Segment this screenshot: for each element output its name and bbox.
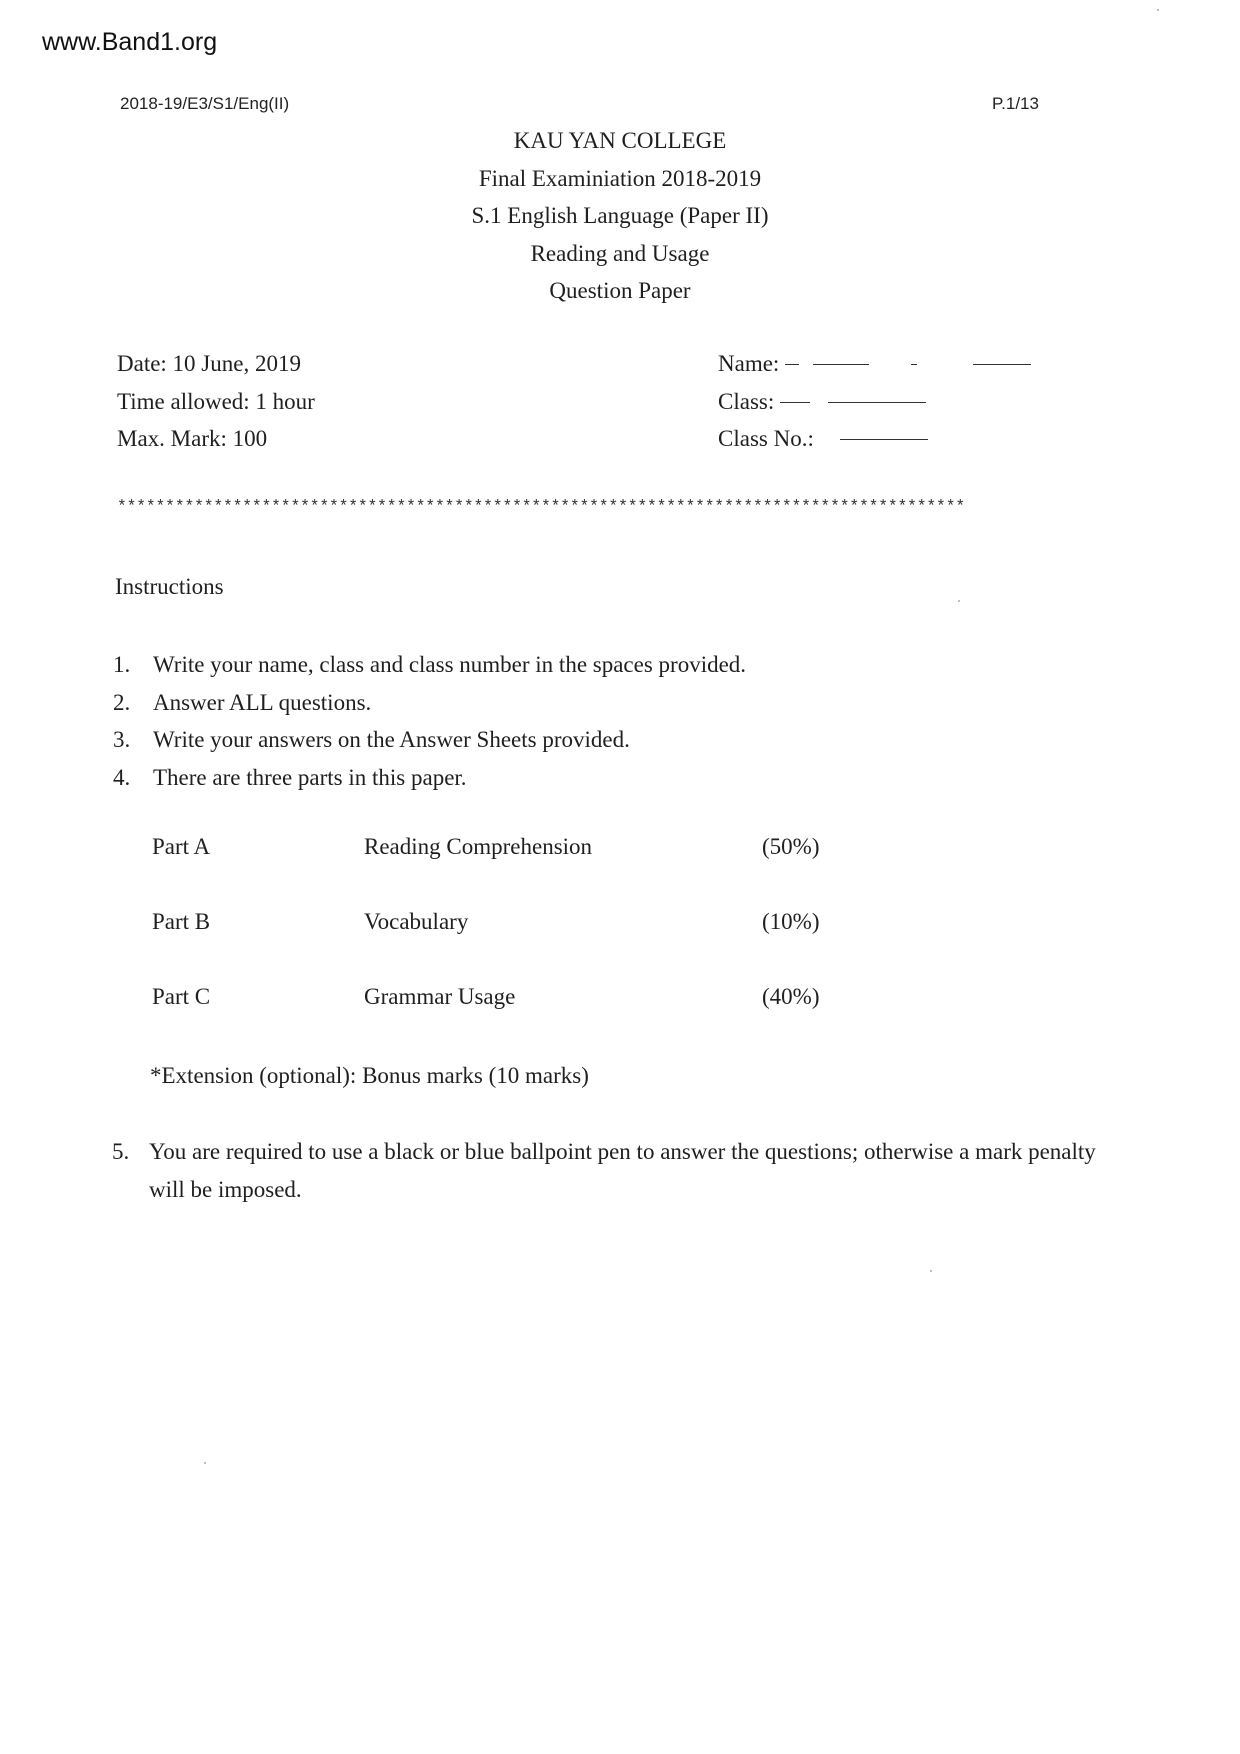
instruction-item-5 — [112, 1133, 1122, 1208]
name-field — [718, 345, 1031, 383]
paper-reference-code: 2018-19/E3/S1/Eng(II) — [120, 94, 290, 113]
instruction-text: There are three parts in this paper. — [153, 764, 467, 790]
paper-title: Reading and Usage — [530, 240, 710, 266]
max-mark: Max. Mark: 100 — [117, 426, 268, 452]
name-label: Name: — [718, 351, 780, 376]
instruction-number: 1. — [113, 652, 131, 677]
class-no-field — [718, 420, 1031, 458]
instructions-heading: Instructions — [115, 574, 224, 599]
part-name: Vocabulary — [364, 909, 469, 934]
class-blank-segment — [780, 402, 810, 403]
instruction-item — [113, 721, 1123, 759]
part-label: Part C — [152, 984, 211, 1009]
part-name: Grammar Usage — [364, 984, 516, 1009]
instruction-item — [113, 684, 1123, 722]
instruction-text: Write your name, class and class number in the spaces provided. — [153, 652, 747, 677]
instruction-number: 4. — [113, 764, 131, 790]
time-allowed: Time allowed: 1 hour — [117, 388, 315, 414]
instruction-item — [112, 1133, 1122, 1208]
class-blank-segment — [828, 402, 926, 403]
page-number: P.1/13 — [992, 94, 1039, 113]
part-weight: (40%) — [762, 984, 820, 1009]
scan-speck — [204, 1462, 206, 1464]
part-weight: (50%) — [762, 834, 820, 859]
class-no-label: Class No.: — [718, 426, 814, 452]
part-label: Part B — [152, 909, 211, 934]
name-blank-segment — [813, 364, 869, 365]
scan-speck — [1157, 9, 1159, 11]
paper-type: Question Paper — [549, 278, 691, 304]
exam-info — [117, 345, 315, 458]
subject-title: S.1 English Language (Paper II) — [471, 203, 769, 229]
part-weight: (10%) — [762, 909, 820, 934]
name-blank-segment — [911, 364, 917, 365]
student-info-fields — [718, 345, 1031, 458]
exam-title: Final Examiniation 2018-2019 — [478, 165, 762, 191]
instruction-number: 2. — [113, 689, 131, 715]
instruction-number: 3. — [113, 727, 131, 753]
name-blank-segment — [973, 364, 1031, 365]
separator-line: **************************************************************************************** — [117, 497, 965, 516]
name-blank-segment — [785, 364, 799, 365]
class-field — [718, 383, 1031, 421]
instruction-text: Answer ALL questions. — [153, 689, 372, 715]
class-label: Class: — [718, 388, 775, 414]
part-name: Reading Comprehension — [364, 834, 593, 859]
exam-date: Date: 10 June, 2019 — [117, 351, 301, 376]
instruction-number: 5. — [112, 1139, 130, 1164]
class-no-blank — [840, 439, 928, 440]
instruction-item — [113, 646, 1123, 684]
extension-note: *Extension (optional): Bonus marks (10 marks) — [150, 1063, 589, 1088]
instructions-list — [113, 646, 1123, 796]
part-label: Part A — [152, 834, 211, 859]
watermark: www.Band1.org — [42, 28, 218, 56]
title-block — [320, 122, 920, 310]
instruction-text: You are required to use a black or blue ballpoint pen to answer the questions; otherwise a mark penalty will be imposed. — [149, 1139, 1096, 1202]
scan-speck — [958, 600, 960, 602]
scan-speck — [930, 1270, 932, 1272]
school-name: KAU YAN COLLEGE — [513, 128, 727, 153]
instruction-text: Write your answers on the Answer Sheets provided. — [153, 727, 630, 753]
instruction-item — [113, 759, 1123, 797]
